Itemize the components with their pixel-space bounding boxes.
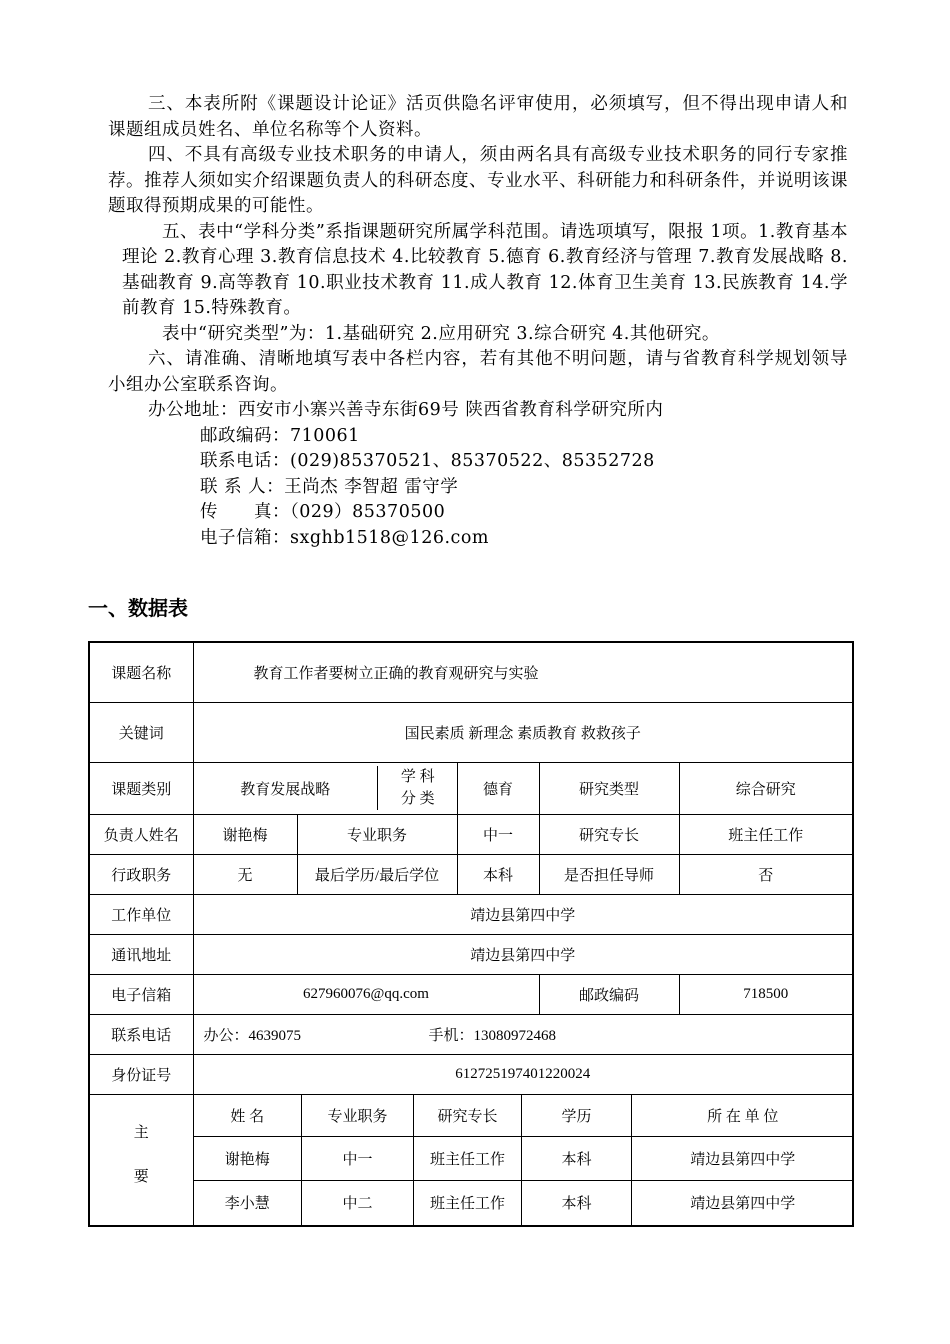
contact-phone: 联系电话：(029)85370521、85370522、85352728 <box>200 451 655 471</box>
note-6: 六、请准确、清晰地填写表中各栏内容，若有其他不明问题，请与省教育科学规划领导小组办公室联系咨询。 <box>108 349 848 395</box>
discipline-label-line2: 分 类 <box>400 791 435 807</box>
note-3: 三、本表所附《课题设计论证》活页供隐名评审使用，必须填写，但不得出现申请人和课题组成员姓名、单位名称等个人资料。 <box>108 94 848 140</box>
members-header-degree: 学历 <box>522 1095 632 1137</box>
members-side-1: 主 <box>133 1124 149 1141</box>
admin-label: 行政职务 <box>89 854 193 894</box>
note-5: 五、表中“学科分类”系指课题研究所属学科范围。请选项填写，限报 1项。1.教育基本理论 2.教育心理 3.教育信息技术 4.比较教育 5.德育 6.教育经济与管理 7.教育发展战略 8.基础教育 9.高等教育 10.职业技术教育 11.成人教育 12.体育卫生美育 13.民族教育 14.学前教育 15.特殊教育。 <box>122 221 848 318</box>
title-rank-label: 专业职务 <box>297 814 457 854</box>
member-rank: 中一 <box>302 1137 414 1181</box>
contact-block <box>108 398 848 551</box>
title-value: 教育工作者要树立正确的教育观研究与实验 <box>193 642 853 702</box>
specialty-label: 研究专长 <box>539 814 679 854</box>
member-name: 谢艳梅 <box>194 1137 302 1181</box>
mobile-tel: 手机：13080972468 <box>428 1027 557 1044</box>
discipline-label <box>378 766 458 810</box>
leader-value: 谢艳梅 <box>193 814 297 854</box>
section-title: 一、数据表 <box>88 596 188 620</box>
work-label: 工作单位 <box>89 894 193 934</box>
fax: 传 真：（029）85370500 <box>200 502 446 522</box>
zip-value: 718500 <box>679 974 853 1014</box>
table-row <box>194 1181 854 1225</box>
member-unit: 靖边县第四中学 <box>632 1181 854 1225</box>
degree-value: 本科 <box>457 854 539 894</box>
members-header-rank: 专业职务 <box>302 1095 414 1137</box>
member-degree: 本科 <box>522 1137 632 1181</box>
member-name: 李小慧 <box>194 1181 302 1225</box>
email: 电子信箱：sxghb1518@126.com <box>200 527 489 548</box>
member-specialty: 班主任工作 <box>414 1137 522 1181</box>
table-row <box>194 1137 854 1181</box>
member-unit: 靖边县第四中学 <box>632 1137 854 1181</box>
category-value: 教育发展战略 <box>194 766 378 810</box>
members-header-name: 姓 名 <box>194 1095 302 1137</box>
keywords-label: 关键词 <box>89 702 193 762</box>
members-side-label <box>89 1094 193 1226</box>
tutor-value: 否 <box>679 854 853 894</box>
member-rank: 中二 <box>302 1181 414 1225</box>
title-rank-value: 中一 <box>457 814 539 854</box>
zip-label: 邮政编码 <box>539 974 679 1014</box>
note-4: 四、不具有高级专业技术职务的申请人，须由两名具有高级专业技术职务的同行专家推荐。推荐人须如实介绍课题负责人的科研态度、专业水平、科研能力和科研条件，并说明该课题取得预期成果的可能性。 <box>108 145 848 216</box>
member-degree: 本科 <box>522 1181 632 1225</box>
keywords-value: 国民素质 新理念 素质教育 救救孩子 <box>193 702 853 762</box>
members-header-specialty: 研究专长 <box>414 1095 522 1137</box>
id-label: 身份证号 <box>89 1054 193 1094</box>
note-5b: 表中“研究类型”为：1.基础研究 2.应用研究 3.综合研究 4.其他研究。 <box>162 323 720 344</box>
degree-label: 最后学历/最后学位 <box>297 854 457 894</box>
instructions <box>108 92 848 551</box>
tel-value <box>193 1014 853 1054</box>
members-side-2: 要 <box>133 1168 149 1185</box>
leader-label: 负责人姓名 <box>89 814 193 854</box>
member-specialty: 班主任工作 <box>414 1181 522 1225</box>
work-value: 靖边县第四中学 <box>193 894 853 934</box>
office-tel: 办公：4639075 <box>203 1027 302 1044</box>
tutor-label: 是否担任导师 <box>539 854 679 894</box>
admin-value: 无 <box>193 854 297 894</box>
discipline-label-line1: 学 科 <box>400 769 435 785</box>
discipline-value: 德育 <box>457 762 539 814</box>
members-header-unit: 所 在 单 位 <box>632 1095 854 1137</box>
office-address: 办公地址：西安市小寨兴善寺东街69号 陕西省教育科学研究所内 <box>148 400 664 420</box>
category-label: 课题类别 <box>89 762 193 814</box>
research-type-value: 综合研究 <box>679 762 853 814</box>
specialty-value: 班主任工作 <box>679 814 853 854</box>
mail-label: 通讯地址 <box>89 934 193 974</box>
contact-people: 联 系 人：王尚杰 李智超 雷守学 <box>200 476 459 497</box>
data-table <box>88 641 854 1227</box>
postcode: 邮政编码：710061 <box>200 425 360 446</box>
research-type-label: 研究类型 <box>539 762 679 814</box>
tel-label: 联系电话 <box>89 1014 193 1054</box>
email-value: 627960076@qq.com <box>193 974 539 1014</box>
email-label: 电子信箱 <box>89 974 193 1014</box>
mail-value: 靖边县第四中学 <box>193 934 853 974</box>
title-label: 课题名称 <box>89 642 193 702</box>
id-value: 612725197401220024 <box>193 1054 853 1094</box>
